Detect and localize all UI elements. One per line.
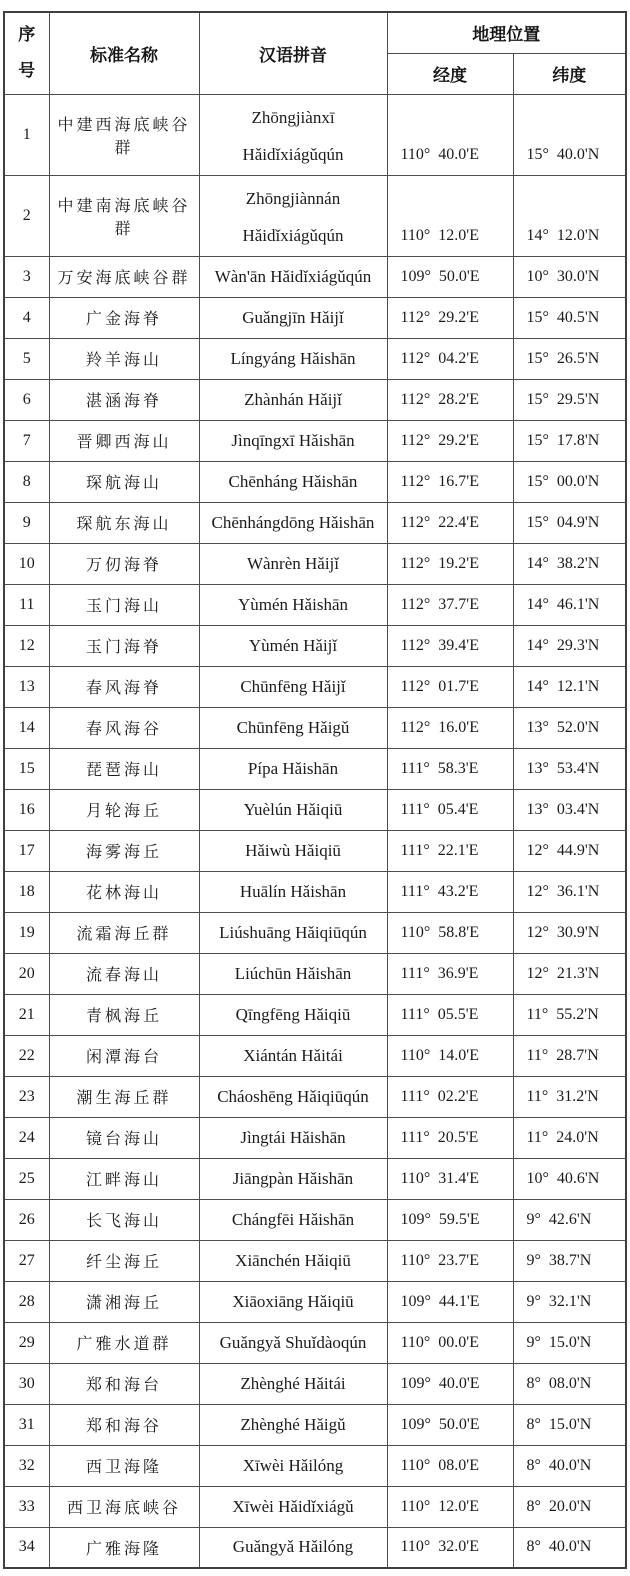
- row-longitude: 111° 43.2'E: [387, 871, 513, 912]
- row-latitude: 8° 40.0'N: [513, 1527, 626, 1568]
- row-standard-name: 月轮海丘: [49, 789, 199, 830]
- pinyin-line-1: Jìnqīngxī Hǎishān: [231, 430, 355, 450]
- row-standard-name: 花林海山: [49, 871, 199, 912]
- row-latitude: 15° 29.5'N: [513, 379, 626, 420]
- row-longitude: 112° 16.7'E: [387, 461, 513, 502]
- row-latitude: 11° 24.0'N: [513, 1117, 626, 1158]
- row-standard-name: 玉门海脊: [49, 625, 199, 666]
- row-pinyin: [199, 666, 387, 707]
- row-latitude: 12° 44.9'N: [513, 830, 626, 871]
- row-latitude: 14° 38.2'N: [513, 543, 626, 584]
- pinyin-line-1: Liúshuāng Hǎiqiūqún: [219, 922, 367, 942]
- row-standard-name: 羚羊海山: [49, 338, 199, 379]
- row-index: 29: [4, 1322, 49, 1363]
- undersea-features-table: [3, 11, 627, 1569]
- pinyin-line-1: Chángfēi Hǎishān: [231, 1209, 355, 1229]
- row-index: 11: [4, 584, 49, 625]
- row-pinyin: [199, 1445, 387, 1486]
- pinyin-line-1: Zhànhán Hǎijǐ: [244, 389, 342, 409]
- table-row: [4, 1404, 626, 1445]
- pinyin-line-1: Wànrèn Hǎijǐ: [246, 553, 340, 573]
- table-row: [4, 1486, 626, 1527]
- row-longitude: 110° 23.7'E: [387, 1240, 513, 1281]
- row-index: 8: [4, 461, 49, 502]
- row-longitude: 110° 40.0'E: [387, 94, 513, 175]
- row-standard-name: 琵琶海山: [49, 748, 199, 789]
- row-pinyin: [199, 994, 387, 1035]
- row-index: 22: [4, 1035, 49, 1076]
- pinyin-line-1: Língyáng Hǎishān: [230, 348, 356, 368]
- table-row: [4, 1117, 626, 1158]
- table-row: [4, 584, 626, 625]
- pinyin-line-1: Jiāngpàn Hǎishān: [232, 1168, 354, 1188]
- pinyin-line-1: Cháoshēng Hǎiqiūqún: [217, 1086, 369, 1106]
- row-longitude: 112° 29.2'E: [387, 297, 513, 338]
- row-pinyin: [199, 1527, 387, 1568]
- row-latitude: 15° 40.5'N: [513, 297, 626, 338]
- row-pinyin: [199, 1363, 387, 1404]
- row-standard-name: 琛航海山: [49, 461, 199, 502]
- row-standard-name: 纤尘海丘: [49, 1240, 199, 1281]
- row-latitude: 8° 40.0'N: [513, 1445, 626, 1486]
- pinyin-line-1: Zhènghé Hǎitái: [240, 1373, 346, 1393]
- row-longitude: 110° 58.8'E: [387, 912, 513, 953]
- row-standard-name: 玉门海山: [49, 584, 199, 625]
- pinyin-line-1: Jìngtái Hǎishān: [240, 1127, 346, 1147]
- row-pinyin: [199, 1281, 387, 1322]
- table-body: [4, 94, 626, 1568]
- row-pinyin: [199, 707, 387, 748]
- row-standard-name: 郑和海台: [49, 1363, 199, 1404]
- row-pinyin: [199, 94, 387, 175]
- pinyin-line-1: Zhōngjiànxī: [251, 108, 335, 127]
- row-longitude: 109° 50.0'E: [387, 1404, 513, 1445]
- row-pinyin: [199, 297, 387, 338]
- row-index: 25: [4, 1158, 49, 1199]
- row-pinyin: [199, 543, 387, 584]
- row-longitude: 111° 22.1'E: [387, 830, 513, 871]
- row-standard-name: 江畔海山: [49, 1158, 199, 1199]
- row-latitude: 15° 04.9'N: [513, 502, 626, 543]
- row-index: 16: [4, 789, 49, 830]
- row-standard-name: 万安海底峡谷群: [49, 256, 199, 297]
- row-longitude: 111° 02.2'E: [387, 1076, 513, 1117]
- row-index: 12: [4, 625, 49, 666]
- table-row: [4, 338, 626, 379]
- row-standard-name: 潮生海丘群: [49, 1076, 199, 1117]
- row-standard-name: 广金海脊: [49, 297, 199, 338]
- row-pinyin: [199, 789, 387, 830]
- row-standard-name: 流霜海丘群: [49, 912, 199, 953]
- pinyin-line-1: Xiānchén Hǎiqiū: [235, 1250, 351, 1270]
- row-standard-name: 中建南海底峡谷群: [49, 175, 199, 256]
- row-latitude: 9° 42.6'N: [513, 1199, 626, 1240]
- row-longitude: 110° 14.0'E: [387, 1035, 513, 1076]
- row-pinyin: [199, 953, 387, 994]
- row-longitude: 110° 31.4'E: [387, 1158, 513, 1199]
- table-row: [4, 830, 626, 871]
- row-longitude: 112° 29.2'E: [387, 420, 513, 461]
- row-longitude: 111° 05.5'E: [387, 994, 513, 1035]
- header-standard-name: 标准名称: [49, 12, 199, 94]
- row-longitude: 112° 22.4'E: [387, 502, 513, 543]
- table-row: [4, 1281, 626, 1322]
- header-pinyin: 汉语拼音: [199, 12, 387, 94]
- table-row: [4, 912, 626, 953]
- row-pinyin: [199, 379, 387, 420]
- pinyin-line-1: Liúchūn Hǎishān: [234, 963, 352, 983]
- row-longitude: 109° 59.5'E: [387, 1199, 513, 1240]
- row-latitude: 11° 31.2'N: [513, 1076, 626, 1117]
- pinyin-line-2: Hǎidǐxiágǔqún: [242, 226, 344, 245]
- table-row: [4, 789, 626, 830]
- table-row: [4, 953, 626, 994]
- row-pinyin: [199, 830, 387, 871]
- row-longitude: 111° 05.4'E: [387, 789, 513, 830]
- row-latitude: 8° 20.0'N: [513, 1486, 626, 1527]
- row-pinyin: [199, 1322, 387, 1363]
- row-index: 18: [4, 871, 49, 912]
- table-row: [4, 1076, 626, 1117]
- row-pinyin: [199, 912, 387, 953]
- pinyin-line-1: Chēnháng Hǎishān: [228, 471, 358, 491]
- row-longitude: 110° 00.0'E: [387, 1322, 513, 1363]
- row-standard-name: 西卫海底峡谷: [49, 1486, 199, 1527]
- row-latitude: 14° 12.0'N: [513, 175, 626, 256]
- row-latitude: 13° 53.4'N: [513, 748, 626, 789]
- table-row: [4, 871, 626, 912]
- row-longitude: 112° 37.7'E: [387, 584, 513, 625]
- pinyin-line-1: Chūnfēng Hǎijǐ: [240, 676, 346, 696]
- row-latitude: 15° 40.0'N: [513, 94, 626, 175]
- pinyin-line-1: Xīwèi Hǎilóng: [242, 1455, 344, 1475]
- row-standard-name: 万仞海脊: [49, 543, 199, 584]
- row-latitude: 12° 36.1'N: [513, 871, 626, 912]
- row-index: 14: [4, 707, 49, 748]
- header-index-label: 序号: [18, 24, 36, 81]
- row-longitude: 110° 12.0'E: [387, 175, 513, 256]
- table-row: [4, 1445, 626, 1486]
- row-longitude: 111° 36.9'E: [387, 953, 513, 994]
- table-row: [4, 1363, 626, 1404]
- row-standard-name: 琛航东海山: [49, 502, 199, 543]
- header-location-group: 地理位置: [387, 12, 626, 53]
- row-standard-name: 流春海山: [49, 953, 199, 994]
- row-latitude: 13° 03.4'N: [513, 789, 626, 830]
- row-pinyin: [199, 1199, 387, 1240]
- pinyin-line-1: Huālín Hǎishān: [239, 881, 347, 901]
- table-row: [4, 1199, 626, 1240]
- row-standard-name: 春风海谷: [49, 707, 199, 748]
- pinyin-line-1: Chūnfēng Hǎigǔ: [236, 717, 350, 737]
- table-row: [4, 175, 626, 256]
- row-standard-name: 广雅海隆: [49, 1527, 199, 1568]
- table-row: [4, 1158, 626, 1199]
- row-pinyin: [199, 338, 387, 379]
- pinyin-line-1: Pípa Hǎishān: [247, 758, 339, 778]
- row-pinyin: [199, 1076, 387, 1117]
- table-row: [4, 256, 626, 297]
- row-pinyin: [199, 420, 387, 461]
- row-longitude: 112° 16.0'E: [387, 707, 513, 748]
- row-latitude: 14° 29.3'N: [513, 625, 626, 666]
- row-longitude: 112° 19.2'E: [387, 543, 513, 584]
- pinyin-line-1: Hǎiwù Hǎiqiū: [245, 840, 341, 860]
- pinyin-line-1: Xīwèi Hǎidǐxiágǔ: [232, 1496, 354, 1516]
- row-index: 19: [4, 912, 49, 953]
- row-index: 28: [4, 1281, 49, 1322]
- row-index: 24: [4, 1117, 49, 1158]
- table-row: [4, 461, 626, 502]
- row-latitude: 10° 40.6'N: [513, 1158, 626, 1199]
- row-latitude: 12° 30.9'N: [513, 912, 626, 953]
- row-standard-name: 海雾海丘: [49, 830, 199, 871]
- row-index: 10: [4, 543, 49, 584]
- row-index: 32: [4, 1445, 49, 1486]
- row-pinyin: [199, 1404, 387, 1445]
- row-index: 27: [4, 1240, 49, 1281]
- row-index: 23: [4, 1076, 49, 1117]
- table-row: [4, 1322, 626, 1363]
- row-standard-name: 晋卿西海山: [49, 420, 199, 461]
- header-longitude: 经度: [387, 53, 513, 94]
- table-row: [4, 748, 626, 789]
- row-index: 13: [4, 666, 49, 707]
- row-longitude: 109° 50.0'E: [387, 256, 513, 297]
- row-longitude: 110° 12.0'E: [387, 1486, 513, 1527]
- table-row: [4, 707, 626, 748]
- row-pinyin: [199, 871, 387, 912]
- row-standard-name: 闲潭海台: [49, 1035, 199, 1076]
- row-index: 5: [4, 338, 49, 379]
- table-row: [4, 94, 626, 175]
- row-pinyin: [199, 1035, 387, 1076]
- row-latitude: 9° 15.0'N: [513, 1322, 626, 1363]
- row-pinyin: [199, 461, 387, 502]
- table-row: [4, 297, 626, 338]
- row-pinyin: [199, 625, 387, 666]
- table-row: [4, 1240, 626, 1281]
- row-index: 4: [4, 297, 49, 338]
- row-index: 15: [4, 748, 49, 789]
- table-row: [4, 625, 626, 666]
- row-latitude: 15° 00.0'N: [513, 461, 626, 502]
- row-pinyin: [199, 502, 387, 543]
- table-row: [4, 379, 626, 420]
- row-latitude: 14° 12.1'N: [513, 666, 626, 707]
- row-pinyin: [199, 1240, 387, 1281]
- row-index: 20: [4, 953, 49, 994]
- row-latitude: 15° 26.5'N: [513, 338, 626, 379]
- row-index: 30: [4, 1363, 49, 1404]
- table-row: [4, 502, 626, 543]
- row-index: 26: [4, 1199, 49, 1240]
- pinyin-line-1: Yùmén Hǎishān: [237, 594, 348, 614]
- row-index: 34: [4, 1527, 49, 1568]
- row-pinyin: [199, 256, 387, 297]
- pinyin-line-1: Wàn'ān Hǎidǐxiágǔqún: [214, 266, 372, 286]
- header-latitude: 纬度: [513, 53, 626, 94]
- row-pinyin: [199, 1117, 387, 1158]
- row-longitude: 112° 39.4'E: [387, 625, 513, 666]
- row-longitude: 109° 40.0'E: [387, 1363, 513, 1404]
- row-standard-name: 长飞海山: [49, 1199, 199, 1240]
- row-standard-name: 镜台海山: [49, 1117, 199, 1158]
- row-latitude: 12° 21.3'N: [513, 953, 626, 994]
- row-index: 6: [4, 379, 49, 420]
- row-standard-name: 广雅水道群: [49, 1322, 199, 1363]
- row-index: 3: [4, 256, 49, 297]
- row-longitude: 110° 08.0'E: [387, 1445, 513, 1486]
- pinyin-line-1: Yuèlún Hǎiqiū: [243, 799, 343, 819]
- row-latitude: 11° 28.7'N: [513, 1035, 626, 1076]
- table-row: [4, 420, 626, 461]
- pinyin-line-1: Chēnhángdōng Hǎishān: [211, 512, 375, 532]
- row-index: 7: [4, 420, 49, 461]
- row-longitude: 112° 01.7'E: [387, 666, 513, 707]
- row-latitude: 8° 15.0'N: [513, 1404, 626, 1445]
- pinyin-line-1: Yùmén Hǎijǐ: [248, 635, 338, 655]
- row-standard-name: 湛涵海脊: [49, 379, 199, 420]
- row-pinyin: [199, 1486, 387, 1527]
- row-latitude: 10° 30.0'N: [513, 256, 626, 297]
- row-standard-name: 中建西海底峡谷群: [49, 94, 199, 175]
- row-longitude: 112° 04.2'E: [387, 338, 513, 379]
- row-standard-name: 郑和海谷: [49, 1404, 199, 1445]
- row-latitude: 14° 46.1'N: [513, 584, 626, 625]
- pinyin-line-1: Qīngfēng Hǎiqiū: [235, 1004, 351, 1024]
- row-longitude: 109° 44.1'E: [387, 1281, 513, 1322]
- row-latitude: 13° 52.0'N: [513, 707, 626, 748]
- row-latitude: 9° 38.7'N: [513, 1240, 626, 1281]
- row-index: 21: [4, 994, 49, 1035]
- row-index: 1: [4, 94, 49, 175]
- pinyin-line-1: Guǎngjīn Hǎijǐ: [242, 307, 344, 327]
- table-row: [4, 994, 626, 1035]
- row-latitude: 15° 17.8'N: [513, 420, 626, 461]
- row-index: 17: [4, 830, 49, 871]
- row-standard-name: 西卫海隆: [49, 1445, 199, 1486]
- pinyin-line-1: Guǎngyǎ Shuǐdàoqún: [219, 1332, 367, 1352]
- pinyin-line-2: Hǎidǐxiágǔqún: [242, 145, 344, 164]
- pinyin-line-1: Zhōngjiànnán: [245, 189, 341, 208]
- table-row: [4, 1035, 626, 1076]
- pinyin-line-1: Xiāoxiāng Hǎiqiū: [232, 1291, 354, 1311]
- row-latitude: 9° 32.1'N: [513, 1281, 626, 1322]
- header-row-1: [4, 12, 626, 53]
- row-latitude: 11° 55.2'N: [513, 994, 626, 1035]
- table-row: [4, 666, 626, 707]
- row-index: 33: [4, 1486, 49, 1527]
- row-index: 9: [4, 502, 49, 543]
- row-pinyin: [199, 584, 387, 625]
- row-latitude: 8° 08.0'N: [513, 1363, 626, 1404]
- pinyin-line-1: Guǎngyǎ Hǎilóng: [232, 1537, 354, 1557]
- table-header: [4, 12, 626, 94]
- row-longitude: 111° 20.5'E: [387, 1117, 513, 1158]
- row-index: 2: [4, 175, 49, 256]
- row-longitude: 112° 28.2'E: [387, 379, 513, 420]
- row-standard-name: 春风海脊: [49, 666, 199, 707]
- row-pinyin: [199, 748, 387, 789]
- row-longitude: 111° 58.3'E: [387, 748, 513, 789]
- pinyin-line-1: Zhènghé Hǎigǔ: [240, 1414, 346, 1434]
- row-index: 31: [4, 1404, 49, 1445]
- row-longitude: 110° 32.0'E: [387, 1527, 513, 1568]
- pinyin-line-1: Xiántán Hǎitái: [243, 1045, 343, 1065]
- row-pinyin: [199, 1158, 387, 1199]
- row-standard-name: 青枫海丘: [49, 994, 199, 1035]
- row-pinyin: [199, 175, 387, 256]
- row-standard-name: 潇湘海丘: [49, 1281, 199, 1322]
- table-row: [4, 543, 626, 584]
- header-index: [4, 12, 49, 94]
- table-row: [4, 1527, 626, 1568]
